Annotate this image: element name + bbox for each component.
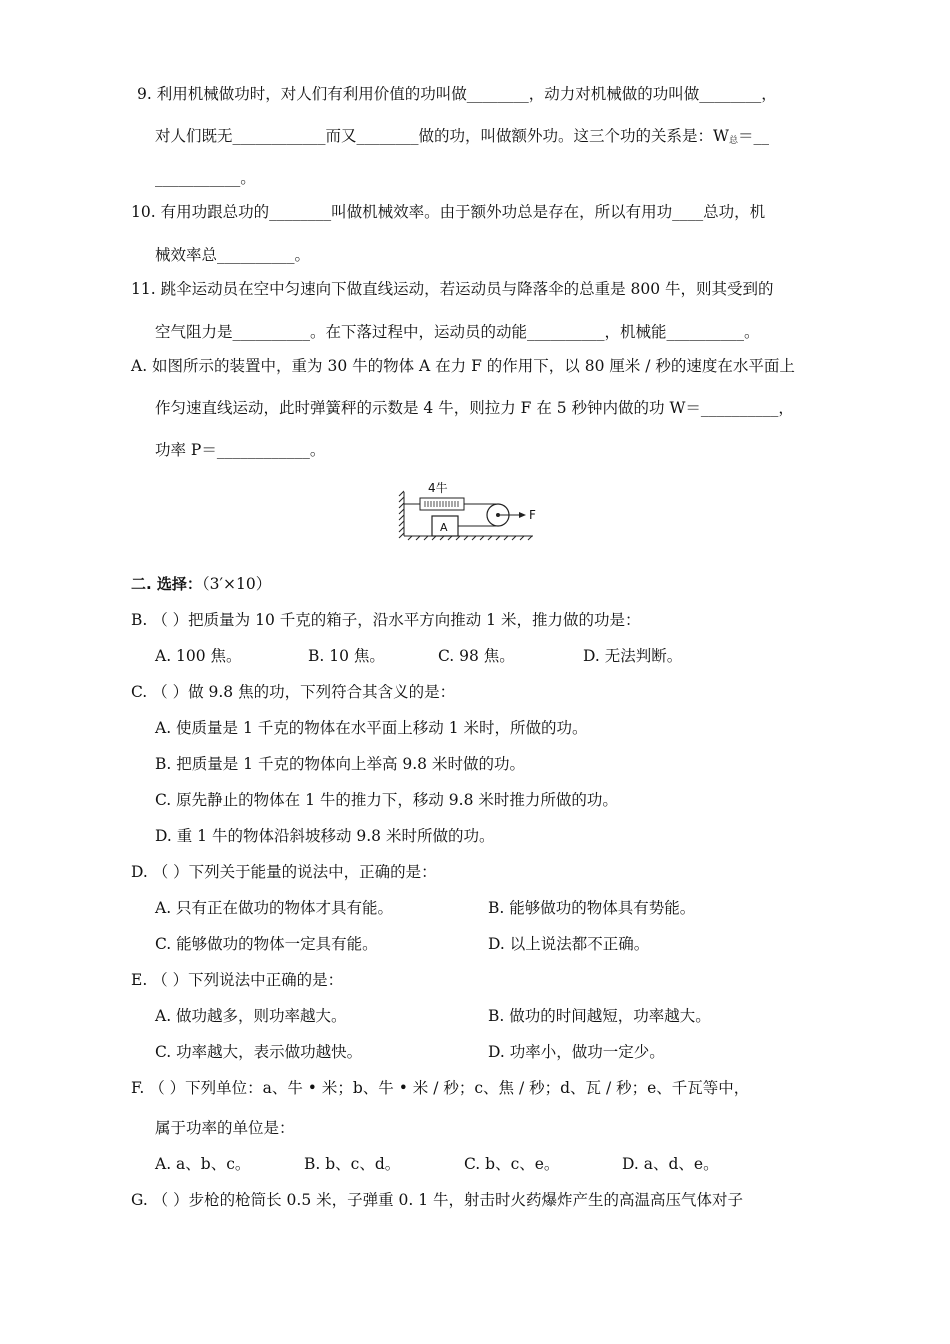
force-label: F	[529, 508, 536, 522]
qF-stem2: 属于功率的单位是：	[155, 1119, 295, 1137]
qD-option-b: B. 能够做功的物体具有势能。	[488, 899, 696, 917]
qB-stem: B. （ ）把质量为 10 千克的箱子，沿水平方向推动 1 米，推力做的功是：	[131, 611, 641, 629]
qF-stem1: F. （ ）下列单位：a、牛 • 米；b、牛 • 米 / 秒；c、焦 / 秒；d、瓦 / 秒；e、千瓦等中，	[131, 1079, 750, 1097]
qG-stem1: G. （ ）步枪的枪筒长 0.5 米，子弹重 0. 1 牛，射击时火药爆炸产生的高温高压气体对子	[131, 1191, 744, 1209]
qE-option-a: A. 做功越多，则功率越大。	[155, 1007, 347, 1025]
qB-option-c: C. 98 焦。	[438, 647, 515, 665]
block-label: A	[440, 521, 448, 534]
q10-line2: 械效率总__________。	[155, 246, 311, 264]
q9-line3: ___________。	[155, 169, 256, 187]
qC-stem: C. （ ）做 9.8 焦的功，下列符合其含义的是：	[131, 683, 456, 701]
qC-option-c: C. 原先静止的物体在 1 牛的推力下，移动 9.8 米时推力所做的功。	[155, 791, 618, 809]
ground	[404, 536, 533, 540]
section2-title: 二. 选择：	[131, 575, 202, 593]
q9-line2-end: ＝__	[737, 127, 769, 145]
qF-option-a: A. a、b、c。	[155, 1155, 251, 1173]
qB-option-a: A. 100 焦。	[155, 647, 242, 665]
q9-line1: 9. 利用机械做功时，对人们有利用价值的功叫做________，动力对机械做的功叫做________，	[137, 85, 777, 103]
qE-option-c: C. 功率越大，表示做功越快。	[155, 1043, 363, 1061]
q9-line2-text: 对人们既无____________而又________做的功，叫做额外功。这三个功的关系是：W	[155, 127, 729, 145]
qF-option-c: C. b、c、e。	[464, 1155, 560, 1173]
qA-line3: 功率 P＝____________。	[155, 441, 326, 459]
qB-option-b: B. 10 焦。	[308, 647, 385, 665]
q9-line2	[155, 126, 769, 151]
qE-stem: E. （ ）下列说法中正确的是：	[131, 971, 344, 989]
q10-line1: 10. 有用功跟总功的________叫做机械效率。由于额外功总是存在，所以有用功____总功，机	[131, 203, 766, 221]
wall	[399, 491, 404, 538]
spring-scale	[420, 498, 464, 510]
qD-option-d: D. 以上说法都不正确。	[488, 935, 650, 953]
spring-label: 4牛	[428, 481, 448, 495]
qC-option-a: A. 使质量是 1 千克的物体在水平面上移动 1 米时，所做的功。	[155, 719, 588, 737]
q9-subscript: 总	[728, 136, 738, 146]
q11-line1: 11. 跳伞运动员在空中匀速向下做直线运动，若运动员与降落伞的总重是 800 牛，则其受到的	[131, 280, 774, 298]
qB-option-d: D. 无法判断。	[583, 647, 683, 665]
qA-line2: 作匀速直线运动，此时弹簧秤的示数是 4 牛，则拉力 F 在 5 秒钟内做的功 W＝__________，	[155, 399, 794, 417]
qC-option-d: D. 重 1 牛的物体沿斜坡移动 9.8 米时所做的功。	[155, 827, 495, 845]
qF-option-d: D. a、d、e。	[622, 1155, 719, 1173]
qD-stem: D. （ ）下列关于能量的说法中，正确的是：	[131, 863, 437, 881]
q11-line2: 空气阻力是__________。在下落过程中，运动员的动能__________，机械能__________。	[155, 323, 760, 341]
qD-option-c: C. 能够做功的物体一定具有能。	[155, 935, 378, 953]
section2-score: （3′×10）	[201, 575, 272, 593]
qD-option-a: A. 只有正在做功的物体才具有能。	[155, 899, 394, 917]
qE-option-d: D. 功率小，做功一定少。	[488, 1043, 665, 1061]
qF-option-b: B. b、c、d。	[304, 1155, 401, 1173]
section2-heading	[131, 574, 271, 594]
qC-option-b: B. 把质量是 1 千克的物体向上举高 9.8 米时做的功。	[155, 755, 525, 773]
force-arrow	[519, 512, 526, 518]
qA-line1: A. 如图所示的装置中，重为 30 牛的物体 A 在力 F 的作用下，以 80 厘米 / 秒的速度在水平面上	[131, 357, 795, 375]
pulley-diagram	[398, 474, 548, 546]
qE-option-b: B. 做功的时间越短，功率越大。	[488, 1007, 711, 1025]
